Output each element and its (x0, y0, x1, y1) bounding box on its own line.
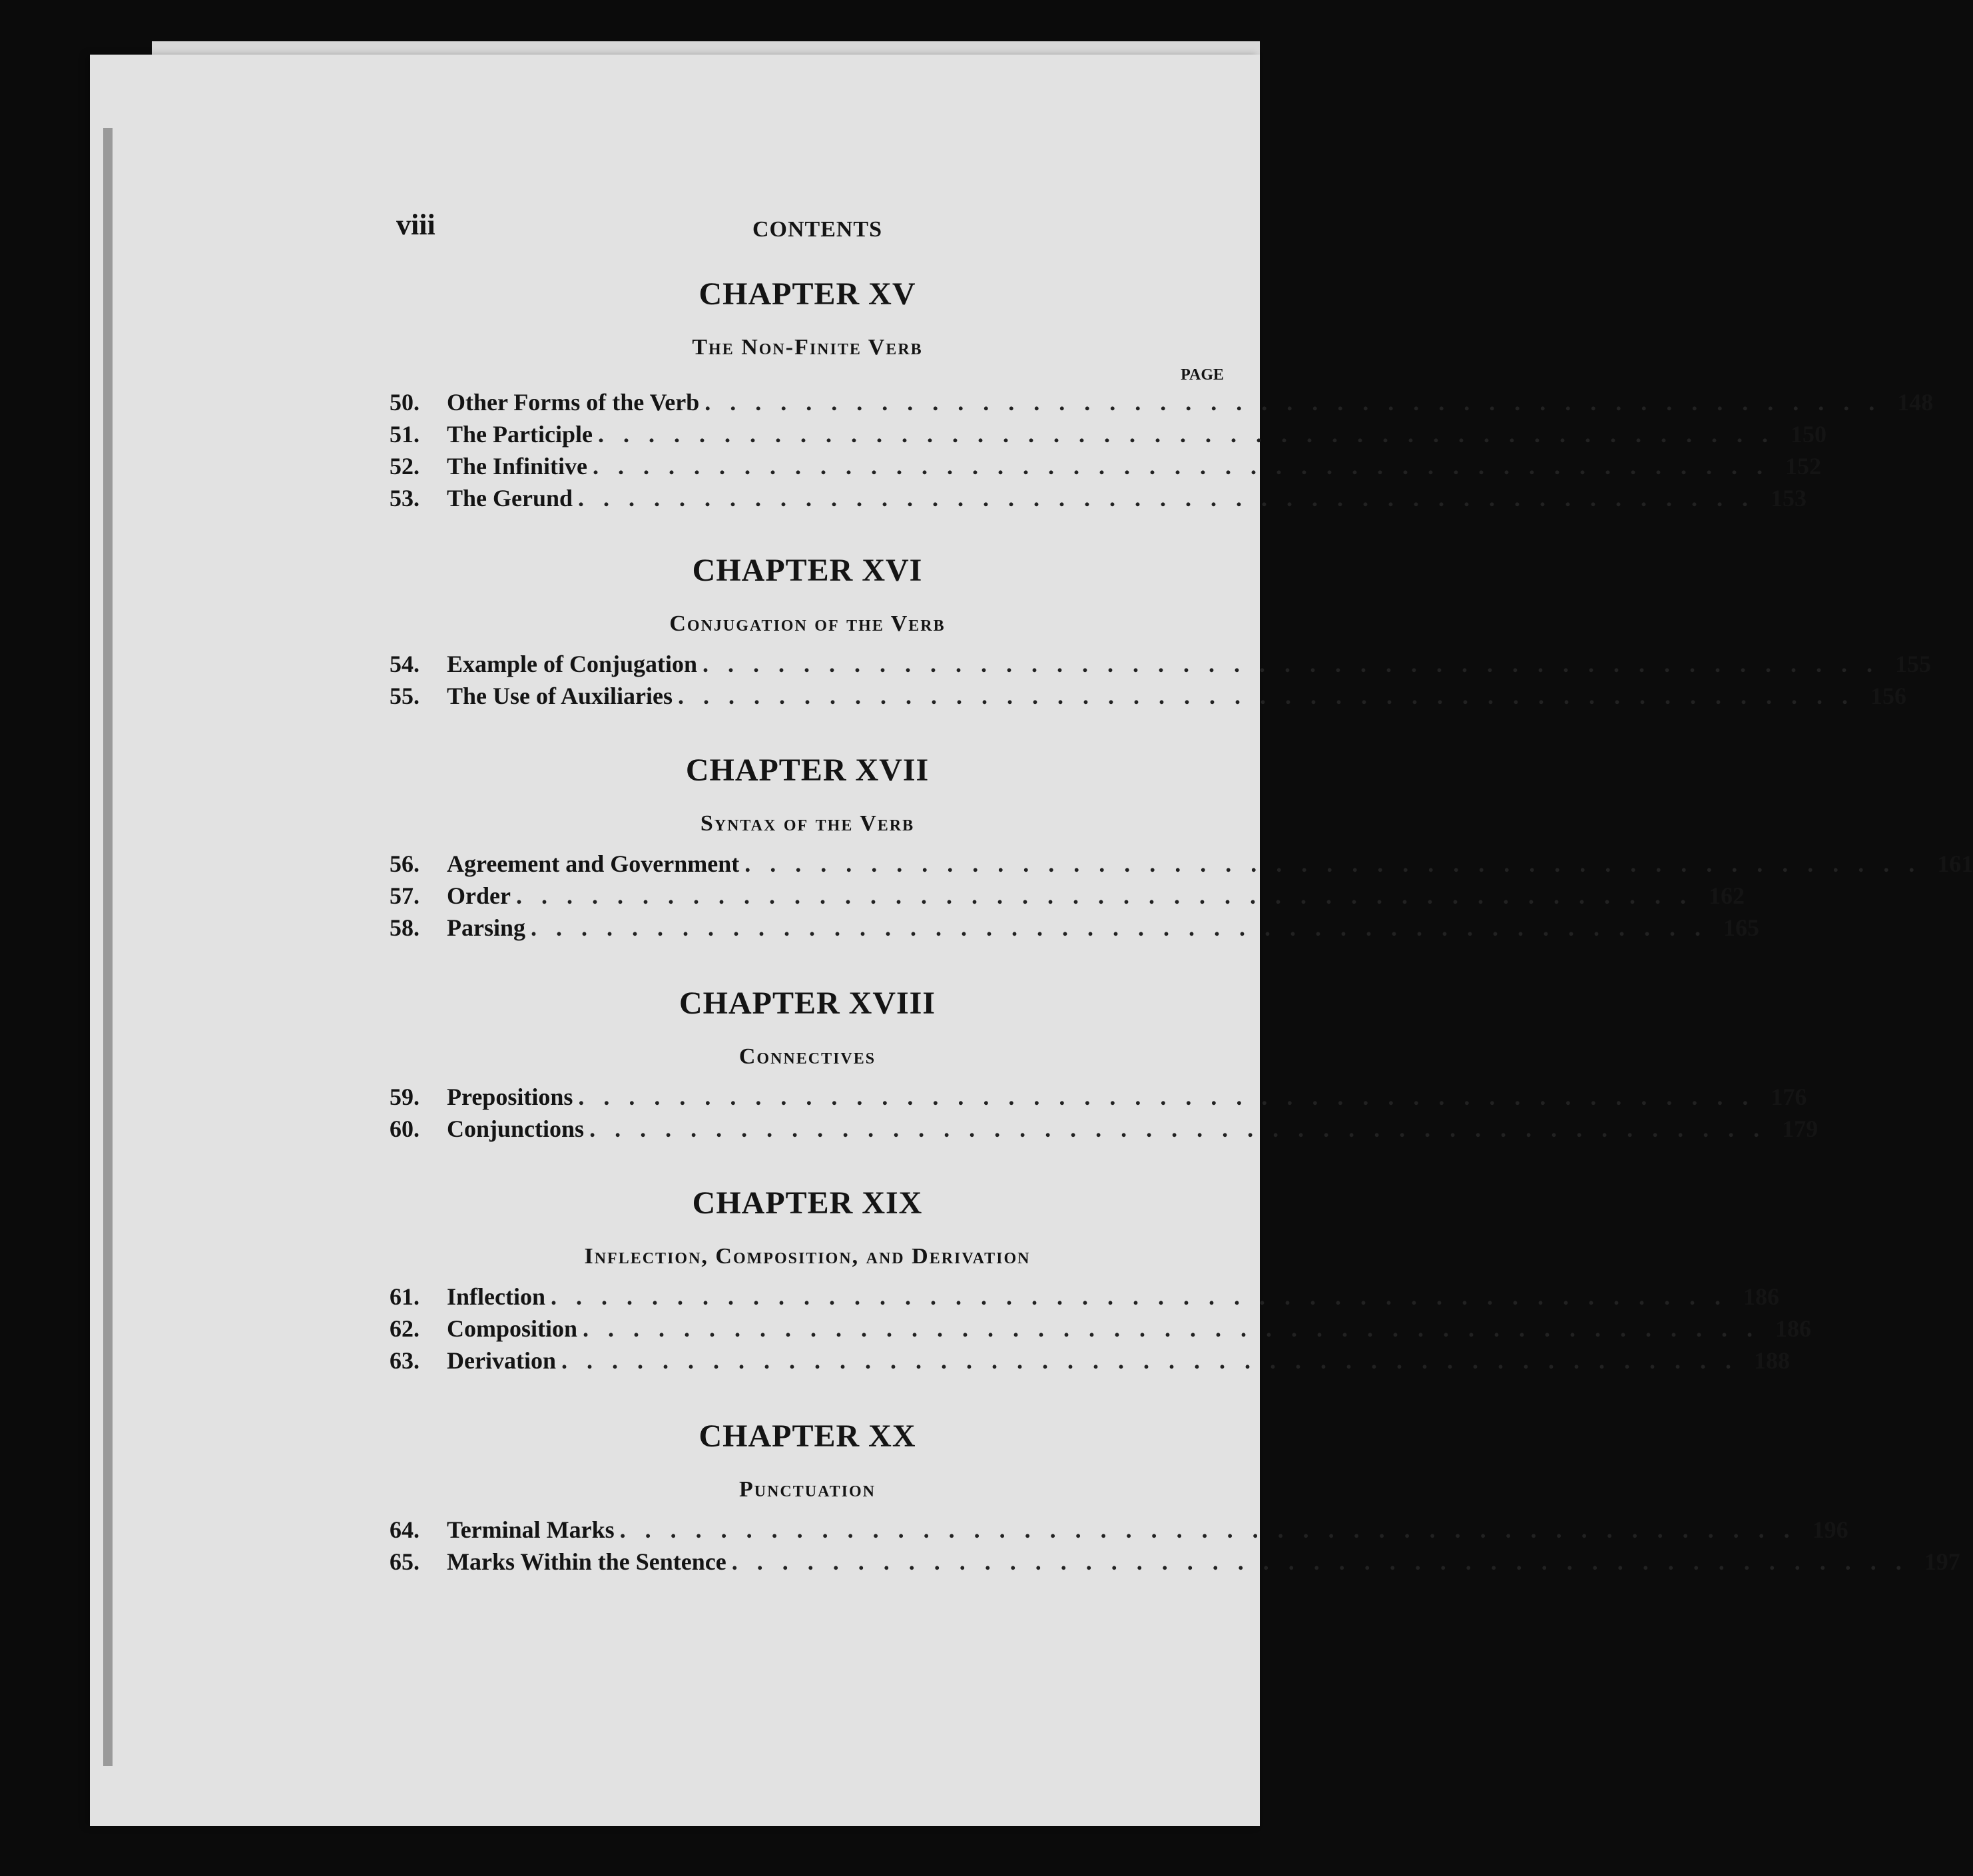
entry-title: Parsing (447, 914, 526, 941)
dot-leader: . . . . . . . . . . . . . . . . . . . . . . . . . . . . . . . . . . . . . . . . . . . . . . . (703, 651, 1880, 677)
chapter-title: CHAPTER XV (699, 276, 916, 312)
chapter-block (390, 1415, 1960, 1578)
entry-page: 152 (1785, 453, 1822, 479)
toc-entry[interactable] (390, 1546, 1960, 1578)
dot-leader: . . . . . . . . . . . . . . . . . . . . . . . . . . . . . . . . . . . . . . . . . . . . . . . (515, 882, 1693, 909)
chapter-subtitle: The Non-Finite Verb (692, 335, 923, 360)
entry-title: The Gerund (447, 485, 573, 511)
dot-leader: . . . . . . . . . . . . . . . . . . . . . . . . . . . . . . . . . . . . . . . . . . . . . . . (589, 1115, 1767, 1142)
entry-number: 57. (390, 882, 420, 909)
entry-page: 165 (1723, 914, 1760, 941)
dot-leader: . . . . . . . . . . . . . . . . . . . . . . . . . . . . . . . . . . . . . . . . . . . . . . . (578, 1084, 1755, 1110)
entry-number: 63. (390, 1347, 420, 1374)
dot-leader: . . . . . . . . . . . . . . . . . . . . . . . . . . . . . . . . . . . . . . . . . . . . . . . (593, 453, 1770, 479)
entry-page: 153 (1771, 485, 1807, 511)
entry-title: Example of Conjugation (447, 651, 698, 677)
chapter-title: CHAPTER XX (699, 1418, 916, 1454)
entry-number: 53. (390, 485, 420, 511)
dot-leader: . . . . . . . . . . . . . . . . . . . . . . . . . . . . . . . . . . . . . . . . . . . . . . . (583, 1315, 1760, 1342)
entry-list (390, 1081, 1819, 1145)
entry-title: Prepositions (447, 1084, 573, 1110)
entry-list (390, 386, 1934, 514)
entry-list (390, 1514, 1960, 1578)
entry-page: 186 (1775, 1315, 1812, 1342)
page-edge (103, 128, 113, 1766)
entry-number: 51. (390, 421, 420, 448)
dot-leader: . . . . . . . . . . . . . . . . . . . . . . . . . . . . . . . . . . . . . . . . . . . . . . . (731, 1548, 1908, 1575)
entry-page: 161 (1937, 850, 1973, 877)
toc-entry[interactable] (390, 680, 1906, 712)
entry-list (390, 848, 1973, 944)
entry-page: 197 (1924, 1548, 1960, 1575)
entry-title: Terminal Marks (447, 1516, 615, 1543)
chapter-subtitle: Syntax of the Verb (700, 811, 915, 836)
contents-page (390, 200, 1973, 1665)
dot-leader: . . . . . . . . . . . . . . . . . . . . . . . . . . . . . . . . . . . . . . . . . . . . . . . (678, 683, 1854, 709)
toc-entry[interactable] (390, 1113, 1819, 1145)
entry-page: 156 (1870, 683, 1906, 709)
entry-number: 62. (390, 1315, 420, 1342)
entry-number: 50. (390, 389, 420, 416)
entry-title: The Infinitive (447, 453, 588, 479)
dot-leader: . . . . . . . . . . . . . . . . . . . . . . . . . . . . . . . . . . . . . . . . . . . . . . . (551, 1283, 1727, 1310)
entry-page: 196 (1812, 1516, 1848, 1543)
chapter-subtitle: Conjugation of the Verb (669, 611, 946, 636)
entry-number: 60. (390, 1115, 420, 1142)
chapter-block (390, 549, 1932, 712)
toc-entry[interactable] (390, 880, 1745, 912)
entry-number: 65. (390, 1548, 420, 1575)
entry-title: Marks Within the Sentence (447, 1548, 726, 1575)
entry-title: Inflection (447, 1283, 545, 1310)
entry-number: 54. (390, 651, 420, 677)
toc-entry[interactable] (390, 1281, 1779, 1313)
toc-entry[interactable] (390, 648, 1932, 680)
chapter-title: CHAPTER XIX (692, 1185, 923, 1221)
entry-number: 59. (390, 1084, 420, 1110)
chapter-subtitle: Connectives (738, 1044, 876, 1069)
entry-title: Agreement and Government (447, 850, 740, 877)
dot-leader: . . . . . . . . . . . . . . . . . . . . . . . . . . . . . . . . . . . . . . . . . . . . . . . (744, 850, 1922, 877)
toc-entry[interactable] (390, 418, 1827, 450)
chapter-title: CHAPTER XVIII (679, 986, 936, 1021)
running-head: CONTENTS (752, 217, 883, 242)
entry-number: 64. (390, 1516, 420, 1543)
toc-entry[interactable] (390, 1345, 1790, 1377)
entry-list (390, 648, 1932, 712)
chapter-block (390, 273, 1934, 514)
entry-number: 58. (390, 914, 420, 941)
entry-number: 52. (390, 453, 420, 479)
toc-entry[interactable] (390, 912, 1760, 944)
chapter-block (390, 749, 1973, 944)
chapter-subtitle: Punctuation (738, 1477, 876, 1502)
chapter-block (390, 982, 1819, 1145)
toc-entry[interactable] (390, 1313, 1812, 1345)
entry-title: Derivation (447, 1347, 556, 1374)
entry-title: Composition (447, 1315, 578, 1342)
entry-page: 188 (1753, 1347, 1790, 1374)
entry-title: The Participle (447, 421, 593, 448)
entry-page: 150 (1790, 421, 1827, 448)
chapter-block (390, 1182, 1812, 1377)
toc-entry[interactable] (390, 848, 1973, 880)
page-column-label: PAGE (1181, 366, 1224, 384)
page-folio: viii (396, 208, 435, 241)
chapter-subtitle: Inflection, Composition, and Derivation (584, 1244, 1031, 1269)
entry-page: 148 (1897, 389, 1934, 416)
entry-title: The Use of Auxiliaries (447, 683, 673, 709)
entry-number: 56. (390, 850, 420, 877)
entry-list (390, 1281, 1812, 1377)
toc-entry[interactable] (390, 1514, 1848, 1546)
toc-entry[interactable] (390, 386, 1934, 418)
entry-page: 176 (1771, 1084, 1807, 1110)
entry-page: 186 (1743, 1283, 1779, 1310)
entry-page: 155 (1895, 651, 1932, 677)
toc-entry[interactable] (390, 482, 1807, 514)
chapter-title: CHAPTER XVII (685, 753, 930, 788)
dot-leader: . . . . . . . . . . . . . . . . . . . . . . . . . . . . . . . . . . . . . . . . . . . . . . . (597, 421, 1775, 448)
entry-number: 55. (390, 683, 420, 709)
entry-title: Conjunctions (447, 1115, 585, 1142)
dot-leader: . . . . . . . . . . . . . . . . . . . . . . . . . . . . . . . . . . . . . . . . . . . . . . . (619, 1516, 1797, 1543)
dot-leader: . . . . . . . . . . . . . . . . . . . . . . . . . . . . . . . . . . . . . . . . . . . . . . . (531, 914, 1708, 941)
toc-entry[interactable] (390, 1081, 1807, 1113)
dot-leader: . . . . . . . . . . . . . . . . . . . . . . . . . . . . . . . . . . . . . . . . . . . . . . . (561, 1347, 1738, 1374)
entry-title: Other Forms of the Verb (447, 389, 700, 416)
chapter-title: CHAPTER XVI (692, 553, 923, 588)
toc-entry[interactable] (390, 450, 1822, 482)
entry-number: 61. (390, 1283, 420, 1310)
entry-title: Order (447, 882, 511, 909)
entry-page: 162 (1708, 882, 1745, 909)
dot-leader: . . . . . . . . . . . . . . . . . . . . . . . . . . . . . . . . . . . . . . . . . . . . . . . (705, 389, 1882, 416)
entry-page: 179 (1782, 1115, 1819, 1142)
dot-leader: . . . . . . . . . . . . . . . . . . . . . . . . . . . . . . . . . . . . . . . . . . . . . . . (578, 485, 1755, 511)
